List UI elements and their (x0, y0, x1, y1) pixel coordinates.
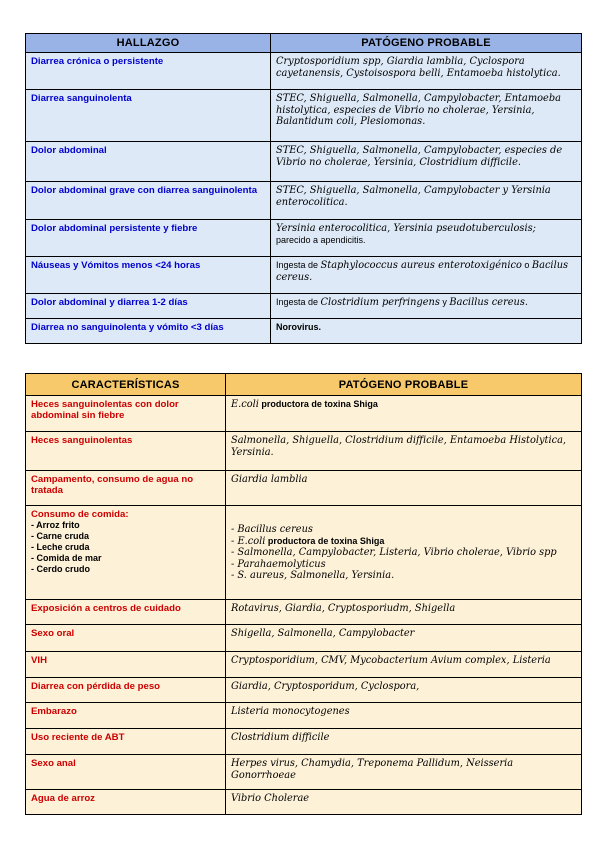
pathogen-cell: Rotavirus, Giardia, Cryptosporiudm, Shigella (226, 600, 582, 625)
table-row (26, 625, 582, 652)
table-row (26, 790, 582, 815)
table-row (26, 220, 582, 257)
table-row (26, 319, 582, 344)
feature-cell: Agua de arroz (26, 790, 226, 815)
pathogen-italic: E.coli (231, 399, 259, 410)
feature-cell (26, 506, 226, 600)
pathogen-cell: Herpes virus, Chamydia, Treponema Pallidum, Neisseria Gonorrhoeae (226, 755, 582, 790)
pathogen-text: Yersinia enterocolitica, Yersinia pseudotuberculosis; (276, 223, 536, 234)
pathogen-cell: Giardia lamblia (226, 471, 582, 506)
table-row (26, 600, 582, 625)
feature-cell: Heces sanguinolentas (26, 432, 226, 471)
pathogen-conjunction: o (521, 260, 532, 270)
feature-cell: VIH (26, 652, 226, 678)
list-item: - Leche cruda (31, 542, 90, 552)
list-item: - Salmonella, Campylobacter, Listeria, Vibrio cholerae, Vibrio spp (231, 547, 557, 559)
list-item: - Cerdo crudo (31, 564, 91, 574)
table-header-row (26, 34, 582, 53)
table-row (26, 729, 582, 755)
table-row (26, 396, 582, 432)
pathogen-cell (226, 396, 582, 432)
pathogen-prefix: Ingesta de (276, 297, 321, 307)
pathogen-cell: Giardia, Cryptosporidum, Cyclospora, (226, 678, 582, 703)
list-prefix: - (231, 535, 238, 547)
table-row (26, 90, 582, 142)
pathogen-cell (271, 294, 582, 319)
table-row (26, 257, 582, 294)
pathogen-cell: Cryptosporidium spp, Giardia lamblia, Cyclospora cayetanensis, Cystoisospora belli, Entamoeba histolytica. (271, 53, 582, 90)
feature-cell: Exposición a centros de cuidado (26, 600, 226, 625)
header-patogeno-probable: PATÓGENO PROBABLE (271, 34, 582, 53)
finding-cell: Dolor abdominal (26, 142, 271, 182)
pathogen-cell: Cryptosporidium, CMV, Mycobacterium Avium complex, Listeria (226, 652, 582, 678)
list-item: - S. aureus, Salmonella, Yersinia. (231, 570, 395, 582)
feature-cell: Sexo anal (26, 755, 226, 790)
pathogen-conjunction: y (439, 297, 450, 307)
list-item: - Parahaemolyticus (231, 558, 326, 570)
pathogen-cell: Listeria monocytogenes (226, 703, 582, 729)
pathogen-cell: STEC, Shiguella, Salmonella, Campylobacter, especies de Vibrio no cholerae, Yersinia, Clostridium difficile. (271, 142, 582, 182)
feature-cell: Heces sanguinolentas con dolor abdominal sin fiebre (26, 396, 226, 432)
feature-cell: Campamento, consumo de agua no tratada (26, 471, 226, 506)
list-item: - Carne cruda (31, 531, 90, 541)
pathogen-cell: Norovirus. (271, 319, 582, 344)
pathogen-cell: Clostridium difficile (226, 729, 582, 755)
pathogen-cell: Salmonella, Shiguella, Clostridium difficile, Entamoeba Histolytica, Yersinia. (226, 432, 582, 471)
list-item: - Bacillus cereus (231, 524, 313, 536)
finding-cell: Náuseas y Vómitos menos <24 horas (26, 257, 271, 294)
table-row (26, 652, 582, 678)
list-item (231, 536, 576, 548)
pathogen-cell: STEC, Shiguella, Salmonella, Campylobacter, Entamoeba histolytica, especies de Vibrio no cholerae, Yersinia, Balantidum coli, Plesiomonas. (271, 90, 582, 142)
findings-table (25, 33, 582, 344)
header-patogeno-probable: PATÓGENO PROBABLE (226, 374, 582, 396)
header-hallazgo: HALLAZGO (26, 34, 271, 53)
pathogen-cell: Shigella, Salmonella, Campylobacter (226, 625, 582, 652)
pathogen-text: Staphylococcus aureus enterotoxigénico (320, 260, 522, 271)
finding-cell: Dolor abdominal y diarrea 1-2 días (26, 294, 271, 319)
pathogen-cell (271, 220, 582, 257)
food-list (31, 520, 220, 575)
finding-cell: Diarrea crónica o persistente (26, 53, 271, 90)
pathogen-cell: STEC, Shiguella, Salmonella, Campylobacter y Yersinia enterocolitica. (271, 182, 582, 220)
table-row (26, 506, 582, 600)
header-caracteristicas: CARACTERÍSTICAS (26, 374, 226, 396)
table-row (26, 755, 582, 790)
pathogen-text-2: Bacillus cereus. (449, 297, 529, 308)
pathogen-text: Clostridium perfringens (320, 297, 440, 308)
pathogen-text-2: Bacilus cereus. (276, 260, 569, 283)
pathogen-cell: Vibrio Cholerae (226, 790, 582, 815)
feature-cell: Embarazo (26, 703, 226, 729)
finding-cell: Diarrea sanguinolenta (26, 90, 271, 142)
table-row (26, 703, 582, 729)
pathogen-italic: E.coli (237, 535, 266, 547)
finding-cell: Dolor abdominal grave con diarrea sanguinolenta (26, 182, 271, 220)
pathogen-note: parecido a apendicitis. (276, 234, 366, 245)
table-row (26, 678, 582, 703)
finding-cell: Dolor abdominal persistente y fiebre (26, 220, 271, 257)
feature-cell: Sexo oral (26, 625, 226, 652)
list-item: - Arroz frito (31, 520, 80, 530)
feature-cell: Uso reciente de ABT (26, 729, 226, 755)
table-row (26, 53, 582, 90)
characteristics-table (25, 373, 582, 815)
table-header-row (26, 374, 582, 396)
feature-title: Consumo de comida: (31, 509, 129, 520)
table-row (26, 182, 582, 220)
table-row (26, 294, 582, 319)
pathogen-rest: productora de toxina Shiga (265, 535, 385, 546)
pathogen-cell (226, 506, 582, 600)
pathogen-list (231, 524, 576, 582)
list-item: - Comida de mar (31, 553, 102, 563)
table-row (26, 432, 582, 471)
feature-cell: Diarrea con pérdida de peso (26, 678, 226, 703)
finding-cell: Diarrea no sanguinolenta y vómito <3 días (26, 319, 271, 344)
table-row (26, 471, 582, 506)
pathogen-cell (271, 257, 582, 294)
pathogen-prefix: Ingesta de (276, 260, 321, 270)
pathogen-rest: productora de toxina Shiga (258, 399, 378, 409)
table-row (26, 142, 582, 182)
